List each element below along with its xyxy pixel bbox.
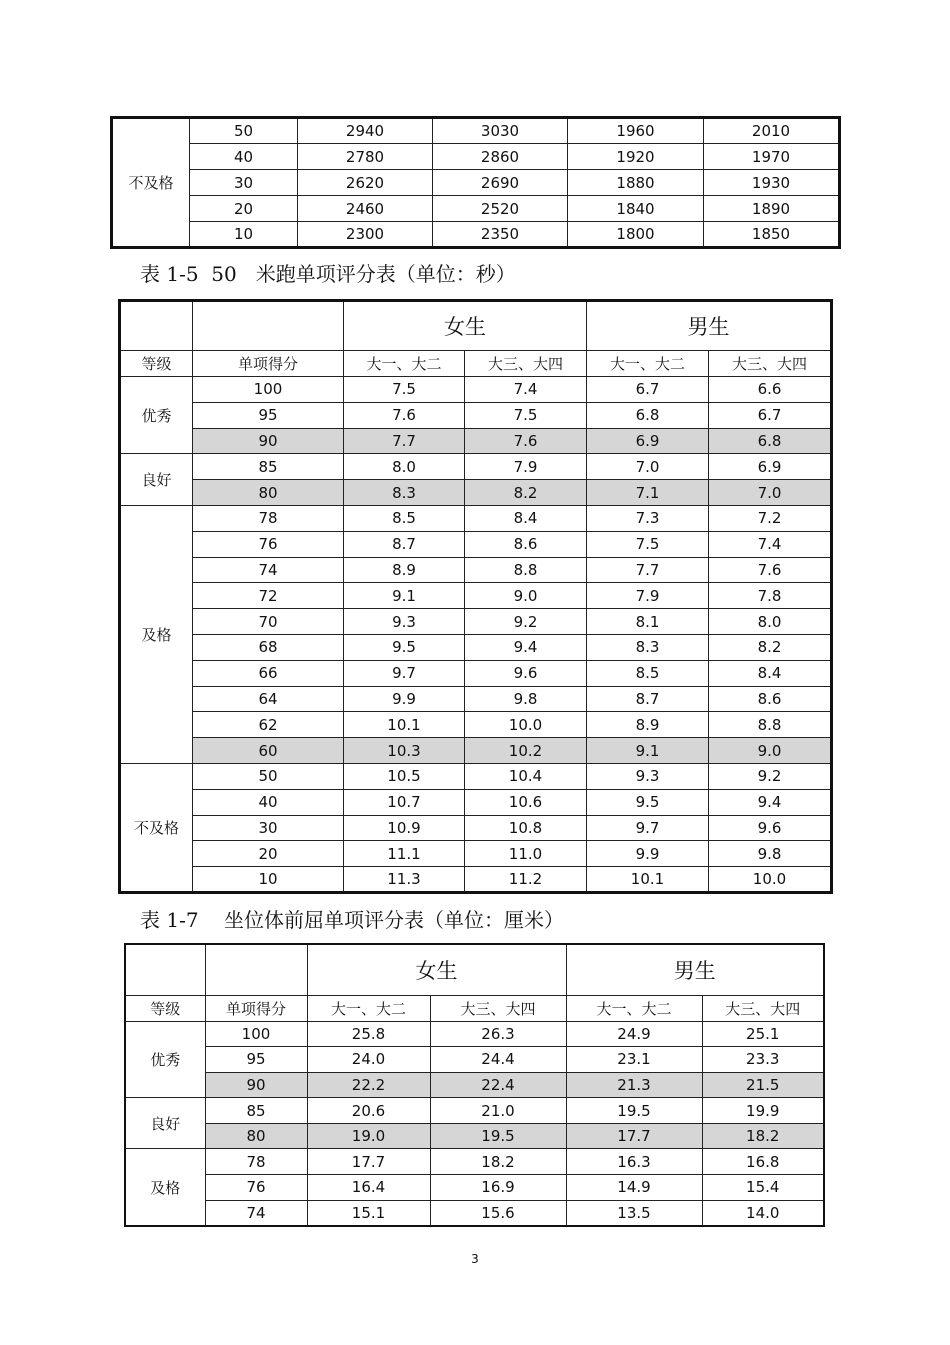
value-cell: 15.6: [430, 1200, 566, 1226]
value-cell: 9.4: [709, 789, 832, 815]
table1-body: [112, 118, 840, 248]
value-cell: 7.5: [344, 377, 465, 403]
score-cell: 10: [193, 867, 344, 893]
value-cell: 6.8: [587, 402, 709, 428]
score-cell: 90: [193, 428, 344, 454]
value-cell: 24.0: [307, 1047, 430, 1073]
value-cell: 1930: [704, 170, 840, 196]
value-cell: 9.2: [465, 609, 587, 635]
value-cell: 7.9: [587, 583, 709, 609]
score-cell: 100: [205, 1021, 307, 1047]
table-row: [112, 170, 840, 196]
level-cell: 不及格: [120, 763, 193, 892]
score-cell: 10: [190, 222, 298, 248]
score-cell: 100: [193, 377, 344, 403]
table-row: [120, 454, 832, 480]
score-cell: 50: [193, 763, 344, 789]
score-cell: 80: [205, 1123, 307, 1149]
score-cell: 40: [190, 144, 298, 170]
value-cell: 2620: [298, 170, 433, 196]
value-cell: 8.5: [344, 505, 465, 531]
value-cell: 6.9: [587, 428, 709, 454]
value-cell: 10.4: [465, 763, 587, 789]
value-cell: 21.0: [430, 1098, 566, 1124]
value-cell: 9.8: [709, 841, 832, 867]
value-cell: 8.9: [587, 712, 709, 738]
score-cell: 20: [193, 841, 344, 867]
table-row: [120, 634, 832, 660]
value-cell: 7.2: [709, 505, 832, 531]
male-year34-header: 大三、大四: [702, 995, 824, 1021]
value-cell: 10.7: [344, 789, 465, 815]
value-cell: 19.5: [566, 1098, 702, 1124]
value-cell: 10.3: [344, 738, 465, 764]
value-cell: 10.0: [709, 867, 832, 893]
value-cell: 2940: [298, 118, 433, 144]
table-row: [120, 609, 832, 635]
male-year12-header: 大一、大二: [566, 995, 702, 1021]
score-cell: 64: [193, 686, 344, 712]
value-cell: 26.3: [430, 1021, 566, 1047]
level-cell: 优秀: [120, 377, 193, 454]
value-cell: 7.4: [709, 531, 832, 557]
table-row: [112, 144, 840, 170]
value-cell: 8.5: [587, 660, 709, 686]
value-cell: 16.8: [702, 1149, 824, 1175]
value-cell: 19.0: [307, 1123, 430, 1149]
value-cell: 25.8: [307, 1021, 430, 1047]
female-header: 女生: [344, 301, 587, 351]
sit-and-reach-score-table: [124, 943, 825, 1227]
score-cell: 66: [193, 660, 344, 686]
value-cell: 8.7: [344, 531, 465, 557]
score-cell: 78: [193, 505, 344, 531]
header-row-gender: [125, 944, 824, 995]
value-cell: 8.3: [344, 480, 465, 506]
value-cell: 7.5: [465, 402, 587, 428]
table-row: [125, 1123, 824, 1149]
female-year12-header: 大一、大二: [307, 995, 430, 1021]
blank-header-cell: [193, 301, 344, 351]
value-cell: 10.2: [465, 738, 587, 764]
blank-header-cell: [205, 944, 307, 995]
value-cell: 9.1: [344, 583, 465, 609]
value-cell: 1840: [568, 196, 704, 222]
value-cell: 9.6: [709, 815, 832, 841]
score-cell: 90: [205, 1072, 307, 1098]
value-cell: 1850: [704, 222, 840, 248]
value-cell: 8.7: [587, 686, 709, 712]
page-number: 3: [471, 1252, 479, 1266]
level-cell: 优秀: [125, 1021, 205, 1098]
value-cell: 8.2: [465, 480, 587, 506]
value-cell: 6.9: [709, 454, 832, 480]
table-row: [112, 118, 840, 144]
score-cell: 20: [190, 196, 298, 222]
value-cell: 10.1: [587, 867, 709, 893]
table-row: [120, 531, 832, 557]
value-cell: 7.3: [587, 505, 709, 531]
table-row: [120, 815, 832, 841]
value-cell: 9.7: [587, 815, 709, 841]
value-cell: 9.7: [344, 660, 465, 686]
header-row-columns: [125, 995, 824, 1021]
header-row-gender: [120, 301, 832, 351]
score-header: 单项得分: [205, 995, 307, 1021]
value-cell: 8.0: [344, 454, 465, 480]
value-cell: 7.4: [465, 377, 587, 403]
level-cell: 不及格: [112, 118, 190, 248]
value-cell: 9.0: [465, 583, 587, 609]
value-cell: 10.5: [344, 763, 465, 789]
level-cell: 及格: [120, 505, 193, 763]
value-cell: 23.1: [566, 1047, 702, 1073]
value-cell: 14.9: [566, 1175, 702, 1201]
level-header: 等级: [125, 995, 205, 1021]
table-row: [125, 1200, 824, 1226]
value-cell: 7.5: [587, 531, 709, 557]
level-header: 等级: [120, 351, 193, 377]
table-row: [112, 196, 840, 222]
value-cell: 11.2: [465, 867, 587, 893]
table-row: [125, 1021, 824, 1047]
value-cell: 10.8: [465, 815, 587, 841]
value-cell: 6.7: [709, 402, 832, 428]
value-cell: 10.0: [465, 712, 587, 738]
table-row: [125, 1047, 824, 1073]
value-cell: 8.6: [709, 686, 832, 712]
table-row: [120, 841, 832, 867]
table3-body: [125, 944, 824, 1226]
score-cell: 60: [193, 738, 344, 764]
value-cell: 8.1: [587, 609, 709, 635]
value-cell: 6.8: [709, 428, 832, 454]
value-cell: 9.9: [344, 686, 465, 712]
value-cell: 8.6: [465, 531, 587, 557]
table-row: [125, 1098, 824, 1124]
value-cell: 8.9: [344, 557, 465, 583]
value-cell: 22.2: [307, 1072, 430, 1098]
value-cell: 2690: [433, 170, 568, 196]
value-cell: 1920: [568, 144, 704, 170]
table-row: [125, 1072, 824, 1098]
value-cell: 7.6: [465, 428, 587, 454]
value-cell: 17.7: [307, 1149, 430, 1175]
value-cell: 9.2: [709, 763, 832, 789]
value-cell: 8.3: [587, 634, 709, 660]
value-cell: 8.4: [465, 505, 587, 531]
value-cell: 7.8: [709, 583, 832, 609]
value-cell: 9.3: [587, 763, 709, 789]
table2-body: [120, 301, 832, 893]
value-cell: 25.1: [702, 1021, 824, 1047]
value-cell: 9.3: [344, 609, 465, 635]
level-cell: 良好: [120, 454, 193, 506]
value-cell: 2010: [704, 118, 840, 144]
value-cell: 2860: [433, 144, 568, 170]
score-cell: 95: [205, 1047, 307, 1073]
table-row: [120, 583, 832, 609]
value-cell: 15.1: [307, 1200, 430, 1226]
value-cell: 19.9: [702, 1098, 824, 1124]
value-cell: 18.2: [430, 1149, 566, 1175]
value-cell: 7.6: [709, 557, 832, 583]
table-row: [120, 712, 832, 738]
table-row: [120, 789, 832, 815]
score-cell: 85: [193, 454, 344, 480]
value-cell: 22.4: [430, 1072, 566, 1098]
value-cell: 16.9: [430, 1175, 566, 1201]
level-cell: 良好: [125, 1098, 205, 1149]
value-cell: 7.0: [587, 454, 709, 480]
value-cell: 6.7: [587, 377, 709, 403]
value-cell: 17.7: [566, 1123, 702, 1149]
value-cell: 11.1: [344, 841, 465, 867]
value-cell: 8.8: [465, 557, 587, 583]
score-cell: 76: [205, 1175, 307, 1201]
level-cell: 及格: [125, 1149, 205, 1226]
table-row: [120, 505, 832, 531]
table-1-5-caption: 表 1-5 50 米跑单项评分表（单位：秒）: [140, 262, 516, 286]
table-row: [120, 402, 832, 428]
table-row: [120, 428, 832, 454]
value-cell: 8.0: [709, 609, 832, 635]
table-row: [120, 686, 832, 712]
female-header: 女生: [307, 944, 566, 995]
value-cell: 7.6: [344, 402, 465, 428]
male-year34-header: 大三、大四: [709, 351, 832, 377]
value-cell: 1890: [704, 196, 840, 222]
score-cell: 70: [193, 609, 344, 635]
table-row: [112, 222, 840, 248]
standing-jump-table-continued: [110, 116, 841, 249]
value-cell: 6.6: [709, 377, 832, 403]
value-cell: 21.3: [566, 1072, 702, 1098]
value-cell: 2520: [433, 196, 568, 222]
value-cell: 3030: [433, 118, 568, 144]
sprint-50m-score-table: [118, 299, 833, 894]
score-cell: 95: [193, 402, 344, 428]
score-cell: 80: [193, 480, 344, 506]
score-cell: 76: [193, 531, 344, 557]
score-cell: 50: [190, 118, 298, 144]
table-row: [125, 1175, 824, 1201]
value-cell: 13.5: [566, 1200, 702, 1226]
blank-header-cell: [120, 301, 193, 351]
value-cell: 11.0: [465, 841, 587, 867]
value-cell: 8.8: [709, 712, 832, 738]
value-cell: 24.4: [430, 1047, 566, 1073]
value-cell: 2460: [298, 196, 433, 222]
value-cell: 10.6: [465, 789, 587, 815]
value-cell: 7.0: [709, 480, 832, 506]
header-row-columns: [120, 351, 832, 377]
value-cell: 7.9: [465, 454, 587, 480]
table-row: [120, 557, 832, 583]
value-cell: 2350: [433, 222, 568, 248]
table-row: [120, 660, 832, 686]
score-cell: 30: [193, 815, 344, 841]
value-cell: 10.1: [344, 712, 465, 738]
value-cell: 14.0: [702, 1200, 824, 1226]
table-row: [120, 377, 832, 403]
table-row: [120, 480, 832, 506]
value-cell: 7.7: [587, 557, 709, 583]
value-cell: 1880: [568, 170, 704, 196]
value-cell: 19.5: [430, 1123, 566, 1149]
value-cell: 9.1: [587, 738, 709, 764]
table-row: [120, 763, 832, 789]
score-header: 单项得分: [193, 351, 344, 377]
value-cell: 9.6: [465, 660, 587, 686]
value-cell: 7.7: [344, 428, 465, 454]
value-cell: 9.5: [587, 789, 709, 815]
value-cell: 1960: [568, 118, 704, 144]
value-cell: 24.9: [566, 1021, 702, 1047]
score-cell: 72: [193, 583, 344, 609]
value-cell: 18.2: [702, 1123, 824, 1149]
table-row: [125, 1149, 824, 1175]
female-year34-header: 大三、大四: [465, 351, 587, 377]
score-cell: 40: [193, 789, 344, 815]
male-header: 男生: [587, 301, 832, 351]
value-cell: 9.9: [587, 841, 709, 867]
value-cell: 21.5: [702, 1072, 824, 1098]
value-cell: 15.4: [702, 1175, 824, 1201]
table-1-7-caption: 表 1-7 坐位体前屈单项评分表（单位：厘米）: [140, 908, 564, 932]
value-cell: 7.1: [587, 480, 709, 506]
value-cell: 9.5: [344, 634, 465, 660]
value-cell: 2300: [298, 222, 433, 248]
table-row: [120, 867, 832, 893]
value-cell: 10.9: [344, 815, 465, 841]
score-cell: 78: [205, 1149, 307, 1175]
score-cell: 74: [205, 1200, 307, 1226]
value-cell: 1970: [704, 144, 840, 170]
value-cell: 8.2: [709, 634, 832, 660]
value-cell: 9.4: [465, 634, 587, 660]
score-cell: 68: [193, 634, 344, 660]
value-cell: 8.4: [709, 660, 832, 686]
blank-header-cell: [125, 944, 205, 995]
score-cell: 30: [190, 170, 298, 196]
value-cell: 23.3: [702, 1047, 824, 1073]
female-year12-header: 大一、大二: [344, 351, 465, 377]
value-cell: 20.6: [307, 1098, 430, 1124]
value-cell: 11.3: [344, 867, 465, 893]
score-cell: 85: [205, 1098, 307, 1124]
male-year12-header: 大一、大二: [587, 351, 709, 377]
value-cell: 16.4: [307, 1175, 430, 1201]
value-cell: 9.8: [465, 686, 587, 712]
value-cell: 2780: [298, 144, 433, 170]
value-cell: 9.0: [709, 738, 832, 764]
value-cell: 1800: [568, 222, 704, 248]
score-cell: 62: [193, 712, 344, 738]
score-cell: 74: [193, 557, 344, 583]
male-header: 男生: [566, 944, 824, 995]
female-year34-header: 大三、大四: [430, 995, 566, 1021]
table-row: [120, 738, 832, 764]
value-cell: 16.3: [566, 1149, 702, 1175]
